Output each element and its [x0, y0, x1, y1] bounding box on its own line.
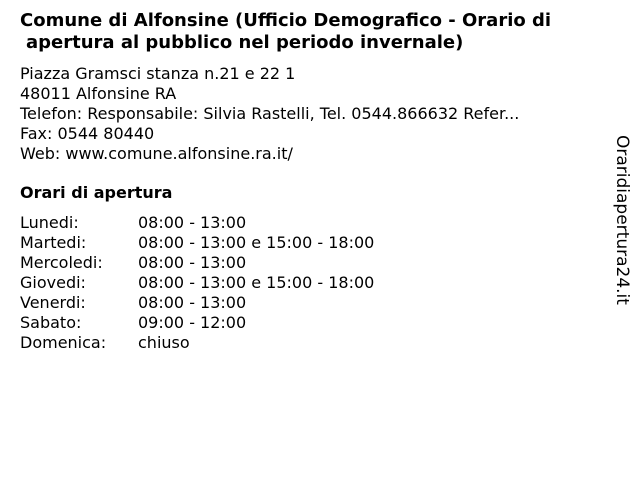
contact-info	[20, 64, 519, 164]
day-label: Mercoledi:	[20, 253, 103, 272]
fax-line: Fax: 0544 80440	[20, 124, 155, 143]
time-value: 08:00 - 13:00 e 15:00 - 18:00	[138, 233, 375, 252]
hours-row-friday	[20, 293, 374, 313]
hours-row-sunday	[20, 333, 374, 353]
hours-row-tuesday	[20, 233, 374, 253]
page-title-line-1: Comune di Alfonsine (Ufficio Demografico - Orario di	[20, 10, 552, 31]
time-value: 08:00 - 13:00	[138, 293, 247, 312]
address-line: Piazza Gramsci stanza n.21 e 22 1	[20, 64, 296, 83]
site-watermark: Oraridiapertura24.it	[612, 135, 632, 305]
time-value: 08:00 - 13:00 e 15:00 - 18:00	[138, 273, 375, 292]
day-label: Giovedi:	[20, 273, 86, 292]
web-line: Web: www.comune.alfonsine.ra.it/	[20, 144, 293, 163]
day-label: Lunedi:	[20, 213, 79, 232]
page-title	[20, 10, 620, 54]
day-label: Martedi:	[20, 233, 87, 252]
time-value: 08:00 - 13:00	[138, 213, 247, 232]
opening-hours-table	[20, 213, 374, 353]
day-label: Venerdi:	[20, 293, 86, 312]
page-title-line-2: apertura al pubblico nel periodo invernale)	[26, 32, 464, 53]
hours-row-monday	[20, 213, 374, 233]
phone-line: Telefon: Responsabile: Silvia Rastelli, Tel. 0544.866632 Refer...	[20, 104, 520, 123]
hours-row-thursday	[20, 273, 374, 293]
hours-row-wednesday	[20, 253, 374, 273]
city-line: 48011 Alfonsine RA	[20, 84, 177, 103]
day-label: Sabato:	[20, 313, 82, 332]
hours-row-saturday	[20, 313, 374, 333]
day-label: Domenica:	[20, 333, 107, 352]
time-value: 08:00 - 13:00	[138, 253, 247, 272]
time-value: 09:00 - 12:00	[138, 313, 247, 332]
time-value: chiuso	[138, 333, 190, 352]
opening-hours-heading: Orari di apertura	[20, 183, 173, 202]
